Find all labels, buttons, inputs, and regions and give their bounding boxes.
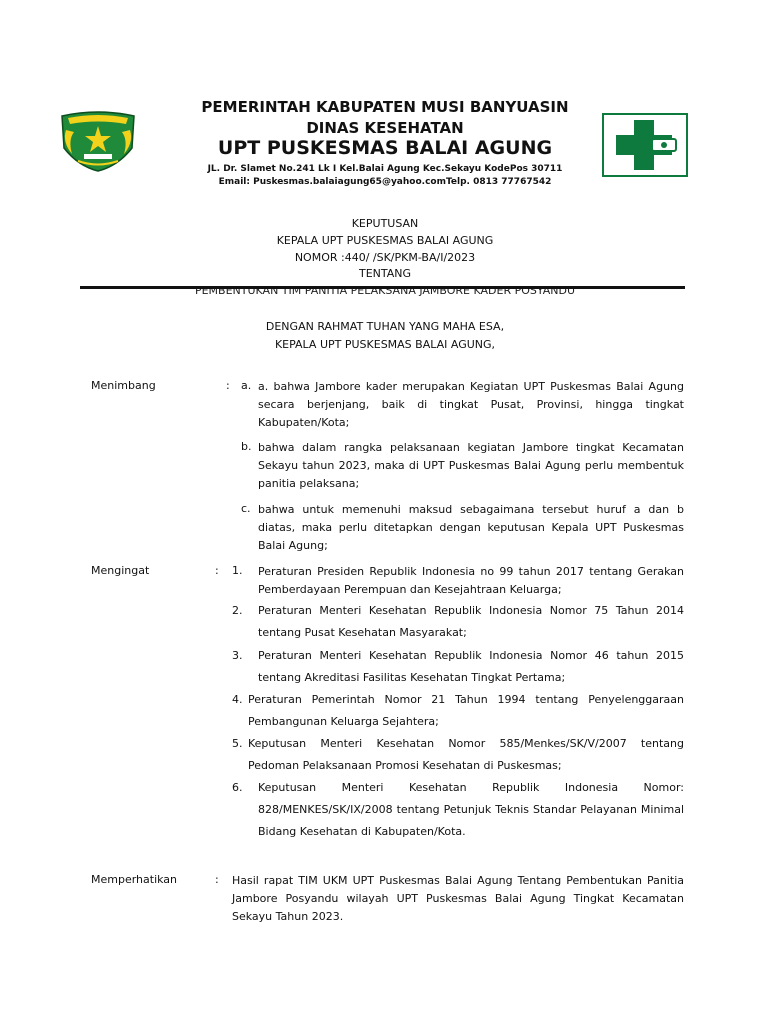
decree-number: NOMOR :440/ /SK/PKM-BA/I/2023 [294,251,476,264]
mengingat-item: Peraturan Pemerintah Nomor 21 Tahun 1994 tentang Penyelenggaraan Pembangunan Keluarga Sejahtera; [248,693,684,728]
header-government: PEMERINTAH KABUPATEN MUSI BANYUASIN [201,98,569,116]
menimbang-item: a. bahwa Jambore kader merupakan Kegiatan UPT Puskesmas Balai Agung secara berjenjang, baik di tingkat Pusat, Provinsi, hingga tingkat Kabupaten/Kota; [258,380,684,429]
decree-about: TENTANG [358,267,412,280]
header-divider [80,286,685,289]
list-marker: 1. [232,564,243,577]
mengingat-colon: : [215,564,219,577]
puskesmas-cross-icon [602,113,688,177]
list-marker: b. [241,440,252,453]
list-marker: 4. [232,693,243,706]
decree-type: KEPUTUSAN [351,217,419,230]
mengingat-label: Mengingat [91,564,150,577]
greeting-line-1: DENGAN RAHMAT TUHAN YANG MAHA ESA, [265,320,505,333]
greeting-line-2: KEPALA UPT PUSKESMAS BALAI AGUNG, [274,338,496,351]
memperhatikan-colon: : [215,873,219,886]
mengingat-item: Keputusan Menteri Kesehatan Republik Indonesia Nomor: 828/MENKES/SK/IX/2008 tentang Petunjuk Teknis Standar Pelayanan Minimal Bidang Kesehatan di Kabupaten/Kota. [258,781,684,838]
header-department: DINAS KESEHATAN [306,119,464,137]
menimbang-label: Menimbang [91,379,156,392]
menimbang-item: bahwa untuk memenuhi maksud sebagaimana tersebut huruf a dan b diatas, maka perlu ditetapkan dengan keputusan Kepala UPT Puskesmas Balai Agung; [258,503,684,552]
list-marker: 2. [232,604,243,617]
mengingat-item: Peraturan Menteri Kesehatan Republik Indonesia Nomor 46 tahun 2015 tentang Akreditasi Fasilitas Kesehatan Tingkat Pertama; [258,649,684,684]
regency-emblem-icon [58,110,138,172]
list-marker: c. [241,502,251,515]
list-marker: 5. [232,737,243,750]
memperhatikan-text: Hasil rapat TIM UKM UPT Puskesmas Balai Agung Tentang Pembentukan Panitia Jambore Posyandu wilayah UPT Puskesmas Balai Agung Tingkat Kecamatan Sekayu Tahun 2023. [232,874,684,923]
memperhatikan-label: Memperhatikan [91,873,178,886]
header-email: Email: Puskesmas.balaiagung65@yahoo.comTelp. 0813 77767542 [218,177,552,187]
list-marker: 6. [232,781,243,794]
menimbang-item: bahwa dalam rangka pelaksanaan kegiatan Jambore tingkat Kecamatan Sekayu tahun 2023, maka di UPT Puskesmas Balai Agung perlu membentuk panitia pelaksana; [258,441,684,490]
header-address: JL. Dr. Slamet No.241 Lk I Kel.Balai Agung Kec.Sekayu KodePos 30711 [207,164,563,174]
menimbang-colon: : [226,379,230,392]
mengingat-item: Peraturan Menteri Kesehatan Republik Indonesia Nomor 75 Tahun 2014 tentang Pusat Kesehatan Masyarakat; [258,604,684,639]
header-institution: UPT PUSKESMAS BALAI AGUNG [217,137,553,159]
decree-title: PEMBENTUKAN TIM PANITIA PELAKSANA JAMBORE KADER POSYANDU [194,284,576,297]
list-marker: 3. [232,649,243,662]
list-marker: a. [241,379,252,392]
mengingat-item: Peraturan Presiden Republik Indonesia no 99 tahun 2017 tentang Gerakan Pemberdayaan Perempuan dan Kesejahtraan Keluarga; [258,565,684,596]
mengingat-item: Keputusan Menteri Kesehatan Nomor 585/Menkes/SK/V/2007 tentang Pedoman Pelaksanaan Promosi Kesehatan di Puskesmas; [248,737,684,772]
decree-issuer: KEPALA UPT PUSKESMAS BALAI AGUNG [276,234,494,247]
